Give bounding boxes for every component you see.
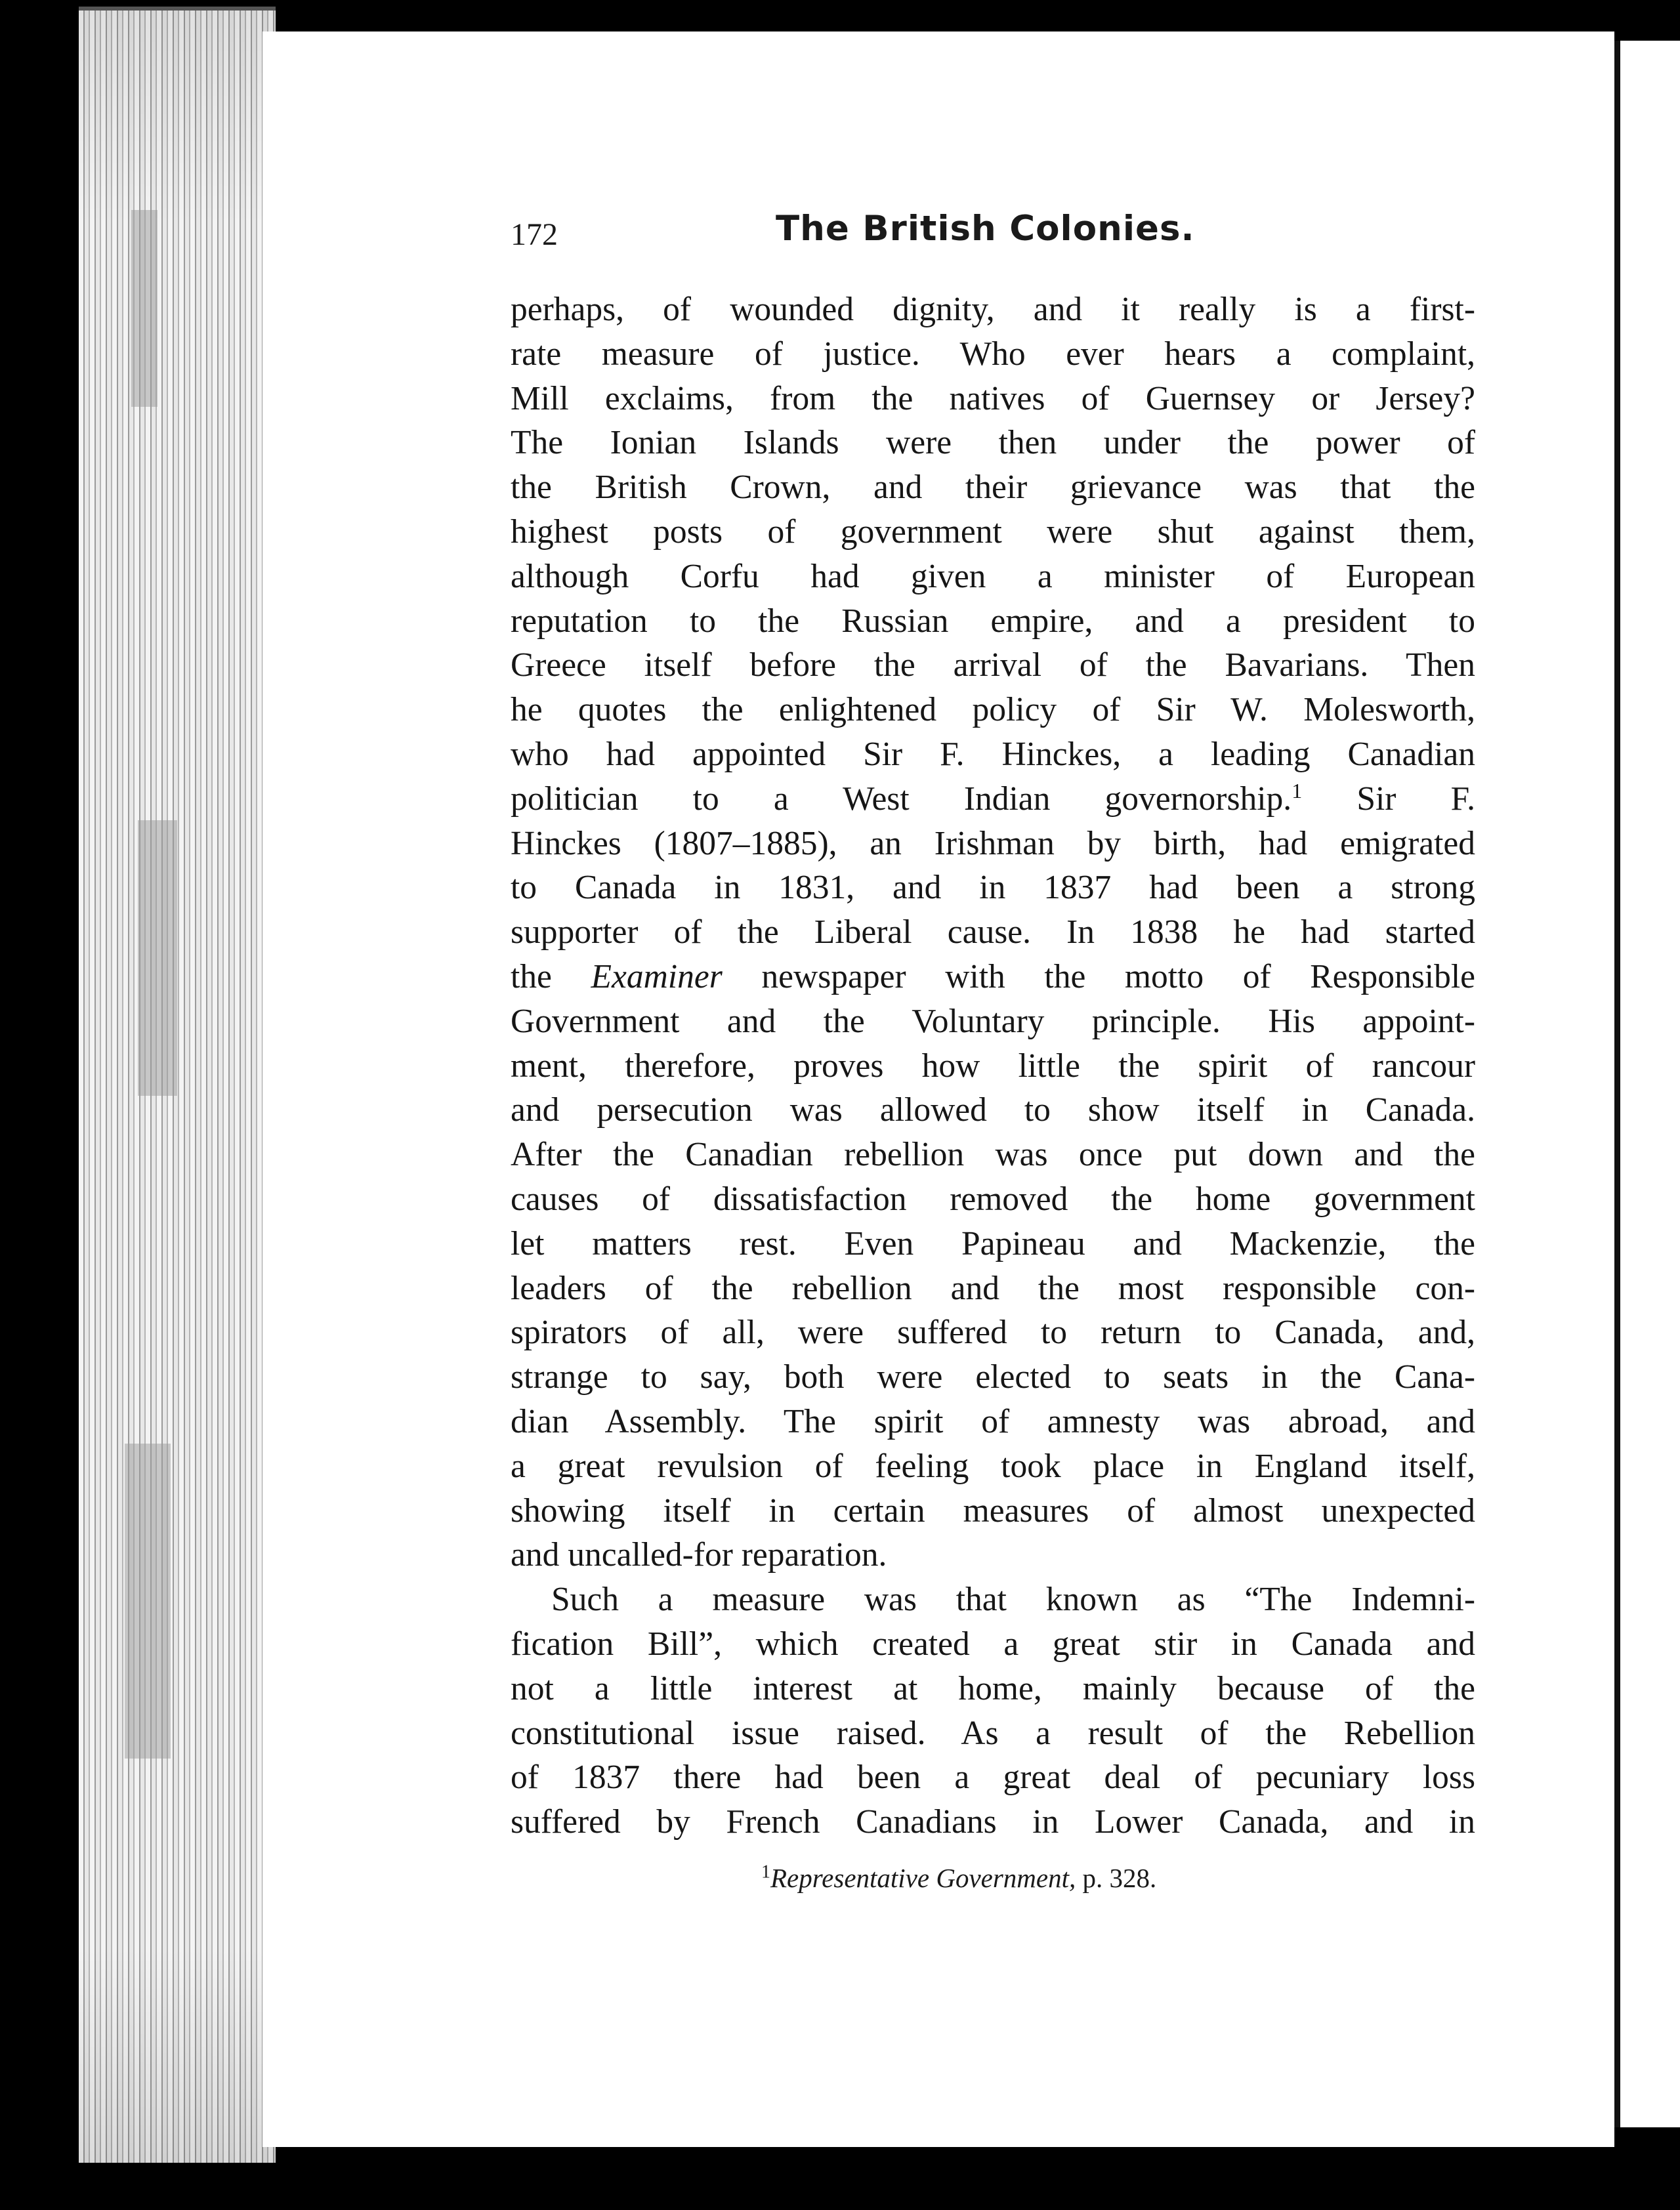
text-line: ment, therefore, proves how little the spirit of rancour	[511, 1047, 1475, 1085]
text-line: and persecution was allowed to show itself in Canada.	[511, 1091, 1475, 1129]
text-line: The Ionian Islands were then under the power of	[511, 424, 1475, 462]
text-segment: newspaper with the motto of Responsible	[761, 957, 1476, 995]
text-line: to Canada in 1831, and in 1837 had been a strong	[511, 869, 1475, 907]
text-line: Government and the Voluntary principle. His appoint-	[511, 1002, 1475, 1040]
text-segment: politician to a West Indian governorship.	[511, 780, 1292, 818]
text-line: leaders of the rebellion and the most responsible con-	[511, 1269, 1475, 1307]
text-line: rate measure of justice. Who ever hears a complaint,	[511, 335, 1475, 373]
edge-mark	[131, 210, 158, 407]
text-line: highest posts of government were shut against them,	[511, 512, 1475, 551]
text-segment: Sir F.	[1356, 780, 1476, 818]
text-line: suffered by French Canadians in Lower Canada, and in	[511, 1803, 1475, 1841]
text-line: After the Canadian rebellion was once put down and the	[511, 1136, 1475, 1174]
text-line: not a little interest at home, mainly because of the	[511, 1669, 1475, 1707]
text-line: Mill exclaims, from the natives of Guernsey or Jersey?	[511, 379, 1475, 417]
text-line: who had appointed Sir F. Hinckes, a leading Canadian	[511, 735, 1475, 773]
text-line-with-footnote-ref	[511, 777, 1475, 822]
text-line-with-italic	[511, 955, 1475, 999]
text-line: the British Crown, and their grievance was that the	[511, 469, 1475, 507]
edge-mark	[138, 820, 177, 1096]
text-line: supporter of the Liberal cause. In 1838 he had started	[511, 913, 1475, 951]
text-line: constitutional issue raised. As a result of the Rebellion	[511, 1714, 1475, 1752]
footnote-title: Representative Government,	[770, 1863, 1076, 1893]
text-line: fication Bill”, which created a great stir in Canada and	[511, 1625, 1475, 1663]
text-line: dian Assembly. The spirit of amnesty was abroad, and	[511, 1402, 1475, 1440]
text-line: although Corfu had given a minister of European	[511, 557, 1475, 595]
running-head	[511, 209, 1221, 261]
body-text	[511, 287, 1475, 1845]
text-line: let matters rest. Even Papineau and Mackenzie, the	[511, 1224, 1475, 1262]
footnote-reference: 1	[1292, 778, 1303, 803]
text-line: Hinckes (1807–1885), an Irishman by birth, had emigrated	[511, 824, 1475, 862]
text-segment: the	[511, 957, 552, 995]
text-line: strange to say, both were elected to seats in the Cana-	[511, 1358, 1475, 1396]
text-line: a great revulsion of feeling took place in England itself,	[511, 1447, 1475, 1485]
text-line: and uncalled-for reparation.	[511, 1536, 887, 1574]
text-line: reputation to the Russian empire, and a president to	[511, 602, 1475, 640]
text-line: showing itself in certain measures of almost unexpected	[511, 1491, 1475, 1530]
newspaper-title: Examiner	[591, 957, 723, 995]
page-edges	[79, 7, 276, 2163]
footnote-page: p. 328.	[1082, 1863, 1157, 1893]
text-line: Greece itself before the arrival of the Bavarians. Then	[511, 646, 1475, 684]
running-title: The British Colonies.	[776, 209, 1195, 249]
text-line: he quotes the enlightened policy of Sir W. Molesworth,	[511, 691, 1475, 729]
page-number: 172	[511, 217, 558, 252]
text-line: spirators of all, were suffered to return to Canada, and,	[511, 1314, 1475, 1352]
text-line: causes of dissatisfaction removed the home government	[511, 1180, 1475, 1218]
text-line: perhaps, of wounded dignity, and it really is a first-	[511, 291, 1475, 328]
text-line: Such a measure was that known as “The Indemni-	[551, 1581, 1475, 1619]
edge-mark	[125, 1444, 171, 1759]
footnote-marker: 1	[761, 1862, 770, 1883]
footnote	[761, 1862, 1156, 1894]
text-line: of 1837 there had been a great deal of pecuniary loss	[511, 1759, 1475, 1797]
facing-page-edge	[1614, 41, 1680, 2127]
